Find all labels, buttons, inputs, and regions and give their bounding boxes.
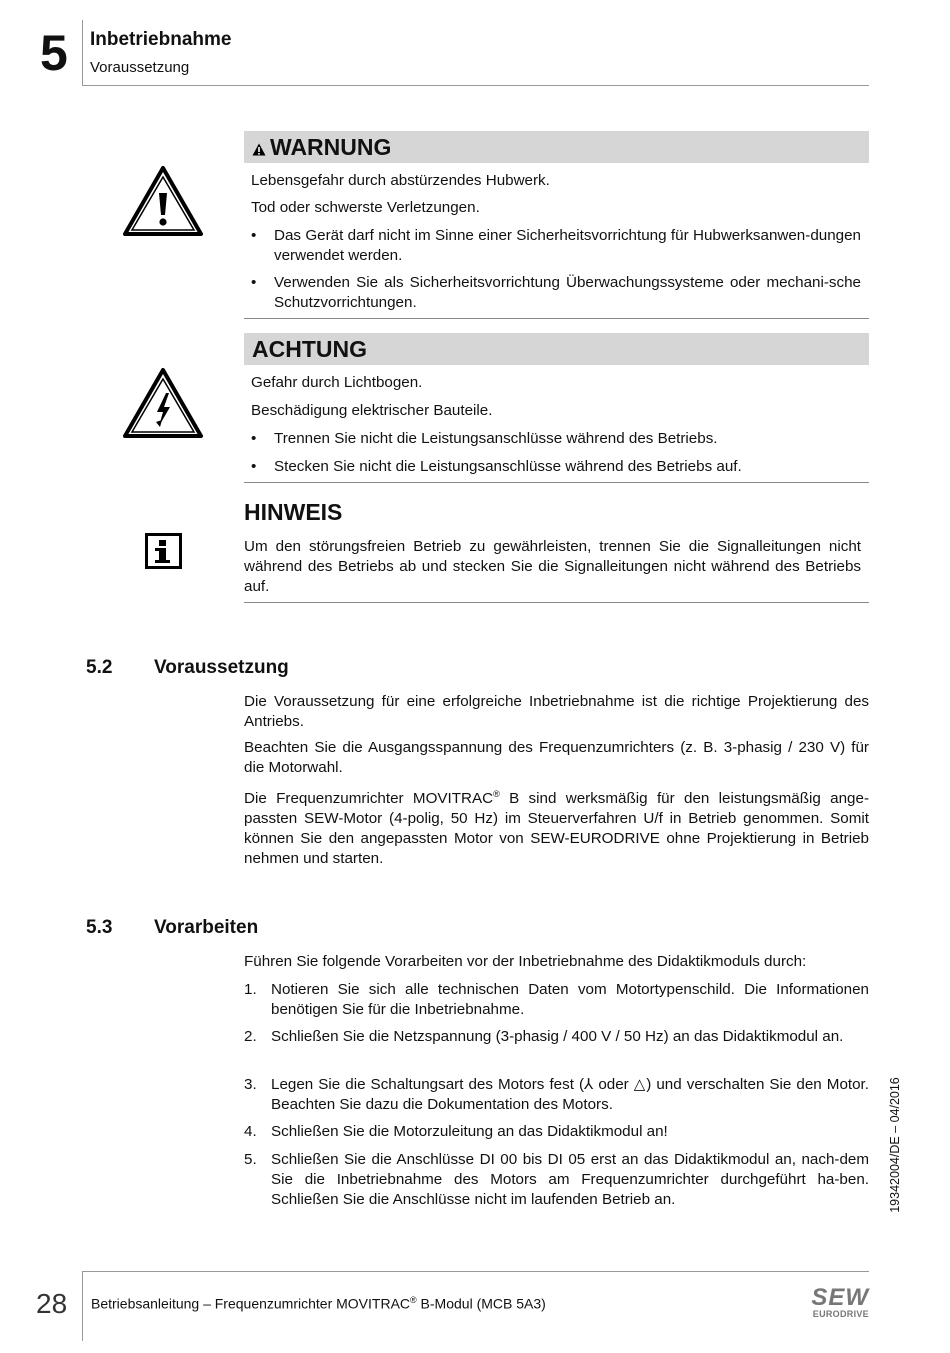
step-item — [244, 1150, 869, 1210]
step-number: 4. — [244, 1123, 257, 1140]
footer-rule — [82, 1271, 869, 1272]
paragraph-3-part-a: Die Frequenzumrichter MOVITRAC — [244, 790, 494, 808]
step-number: 5. — [244, 1151, 257, 1168]
step-item — [244, 1027, 869, 1067]
achtung-title: ACHTUNG — [252, 336, 367, 362]
bullet-dot: • — [251, 458, 257, 475]
footer-title — [91, 1295, 546, 1312]
warning-bullet — [251, 226, 861, 266]
warning-exclamation-icon — [122, 165, 204, 237]
footer-divider — [82, 1271, 83, 1341]
achtung-bullet-text: Trennen Sie nicht die Leistungsanschlüsse während des Betriebs. — [274, 430, 718, 447]
section-5-2-paragraph-1: Die Voraussetzung für eine erfolgreiche Inbetriebnahme ist die richtige Projektierung des Antriebs. — [244, 693, 869, 730]
document-code: 19342004/DE – 04/2016 — [888, 1077, 902, 1213]
warning-bottom-rule — [244, 318, 869, 319]
logo-sub-text: EURODRIVE — [812, 1309, 869, 1319]
hinweis-text: Um den störungsfreien Betrieb zu gewährleisten, trennen Sie die Signalleitungen nicht während des Betriebs ab und stecken Sie die Signalleitungen nicht während des Betriebs auf. — [244, 538, 861, 595]
warning-line-1: Lebensgefahr durch abstürzendes Hubwerk. — [251, 172, 550, 189]
step-item — [244, 1122, 869, 1142]
info-icon — [145, 533, 182, 569]
achtung-line-2: Beschädigung elektrischer Bauteile. — [251, 402, 493, 419]
step-number: 3. — [244, 1076, 257, 1093]
bullet-dot: • — [251, 227, 257, 244]
header-rule — [82, 85, 869, 86]
step-text: Schließen Sie die Motorzuleitung an das Didaktikmodul an! — [271, 1123, 668, 1140]
document-code-sidebar — [880, 1075, 910, 1215]
footer-registered-mark: ® — [410, 1295, 417, 1305]
section-5-3-number: 5.3 — [86, 917, 113, 938]
achtung-header — [244, 333, 869, 365]
hinweis-title: HINWEIS — [244, 499, 343, 525]
chapter-title: Inbetriebnahme — [90, 29, 232, 50]
achtung-line-1: Gefahr durch Lichtbogen. — [251, 374, 423, 391]
registered-mark: ® — [493, 789, 500, 799]
paragraph-3-part-b: B sind werksmäßig für den leistungsmäßig ange-passten SEW-Motor (4-polig, 50 Hz) im Steuerverfahren U/f in Betrieb genommen. Somit können Sie den angepassten Motor von SEW-EURODRIVE ohne Projektierung in Betrieb nehmen und starten. — [244, 790, 870, 868]
achtung-bullet — [251, 457, 861, 477]
achtung-bullet-text: Stecken Sie nicht die Leistungsanschlüsse während des Betriebs auf. — [274, 458, 742, 475]
step-item — [244, 980, 869, 1020]
section-5-3-intro: Führen Sie folgende Vorarbeiten vor der Inbetriebnahme des Didaktikmoduls durch: — [244, 953, 807, 970]
warning-bullet — [251, 273, 861, 313]
warning-title: WARNUNG — [270, 134, 392, 160]
footer-title-part-b: B-Modul (MCB 5A3) — [416, 1295, 546, 1312]
page-number: 28 — [36, 1288, 68, 1319]
warning-line-2: Tod oder schwerste Verletzungen. — [251, 199, 480, 216]
step-item — [244, 1075, 869, 1115]
section-subtitle: Voraussetzung — [90, 59, 190, 76]
logo-main-text: SEW — [811, 1284, 869, 1311]
section-5-3-title: Vorarbeiten — [154, 917, 259, 938]
chapter-number: 5 — [40, 25, 68, 81]
warning-header — [244, 131, 869, 163]
step-number: 2. — [244, 1028, 257, 1045]
achtung-bottom-rule — [244, 482, 869, 483]
step-text: Schließen Sie die Netzspannung (3-phasig / 400 V / 50 Hz) an das Didaktikmodul an. — [271, 1028, 844, 1045]
warning-bullet-text: Verwenden Sie als Sicherheitsvorrichtung Überwachungssysteme oder mechani-sche Schutzvorrichtungen. — [274, 274, 861, 311]
section-5-2-paragraph-2: Beachten Sie die Ausgangsspannung des Frequenzumrichters (z. B. 3-phasig / 230 V) für die Motorwahl. — [244, 739, 869, 776]
warning-bullet-text: Das Gerät darf nicht im Sinne einer Sicherheitsvorrichtung für Hubwerksanwen-dungen verwendet werden. — [274, 227, 861, 264]
step-text: Notieren Sie sich alle technischen Daten vom Motortypenschild. Die Informationen benötigen Sie für die Inbetriebnahme. — [271, 981, 869, 1018]
sew-eurodrive-logo — [797, 1284, 869, 1320]
step-number: 1. — [244, 981, 257, 998]
section-5-2-number: 5.2 — [86, 657, 113, 678]
footer-title-part-a: Betriebsanleitung – Frequenzumrichter MOVITRAC — [91, 1295, 411, 1312]
warning-small-icon — [252, 143, 266, 156]
section-5-2-title: Voraussetzung — [154, 657, 289, 678]
header-divider — [82, 20, 83, 86]
step-text: Schließen Sie die Anschlüsse DI 00 bis DI 05 erst an das Didaktikmodul an, nach-dem Sie die Inbetriebnahme des Motors am Frequenzumrichter durchgeführt ha-ben. Schließen Sie die Anschlüsse nicht im laufenden Betrieb an. — [271, 1151, 869, 1208]
bullet-dot: • — [251, 274, 257, 291]
high-voltage-icon — [122, 367, 204, 439]
achtung-bullet — [251, 429, 861, 449]
step-text: Legen Sie die Schaltungsart des Motors fest (⅄ oder △) und verschalten Sie den Motor. Beachten Sie dazu die Dokumentation des Motors. — [271, 1076, 869, 1113]
bullet-dot: • — [251, 430, 257, 447]
section-5-2-paragraph-3 — [244, 784, 869, 869]
hinweis-bottom-rule — [244, 602, 869, 603]
